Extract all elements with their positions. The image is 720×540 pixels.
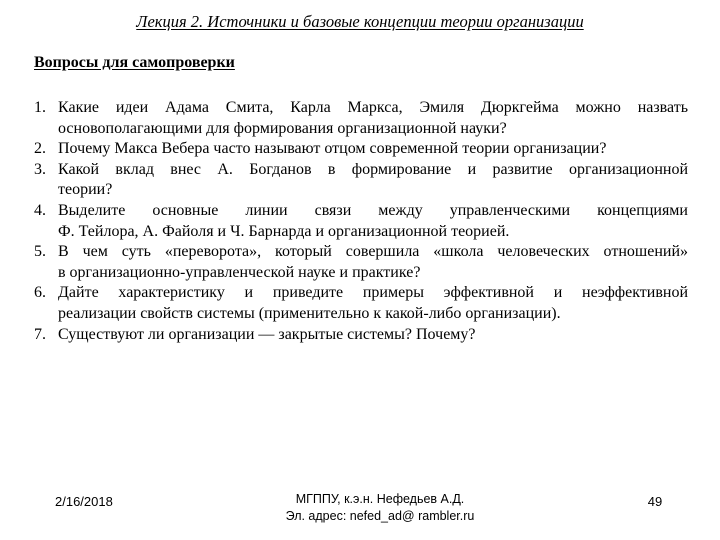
question-number: 3. (34, 160, 46, 178)
question-line: в организационно-управленческой науке и практике? (58, 263, 421, 281)
question-line: Выделите основные линии связи между управленческими концепциями (58, 201, 688, 219)
question-item (34, 160, 688, 201)
question-text (58, 160, 688, 201)
question-text (58, 201, 688, 242)
question-line: Какой вклад внес А. Богданов в формирование и развитие организационной (58, 160, 688, 178)
question-line: Существуют ли организации — закрытые системы? Почему? (58, 325, 476, 343)
question-item (34, 201, 688, 242)
question-number: 2. (34, 140, 46, 158)
lecture-title: Лекция 2. Источники и базовые концепции теории организации (136, 12, 584, 31)
question-line: Какие идеи Адама Смита, Карла Маркса, Эмиля Дюркгейма можно назвать (58, 99, 688, 116)
section-heading: Вопросы для самопроверки (34, 54, 235, 71)
question-number: 1. (34, 99, 46, 116)
footer-email: Эл. адрес: nefed_ad@ rambler.ru (285, 509, 475, 523)
question-number: 7. (34, 325, 46, 343)
question-line: теории? (58, 181, 113, 199)
question-line: В чем суть «переворота», который совершила «школа человеческих отношений» (58, 243, 688, 261)
question-item (34, 139, 688, 160)
question-line: Ф. Тейлора, А. Файоля и Ч. Барнарда и организационной теорией. (58, 222, 510, 240)
question-item (34, 242, 688, 283)
question-text (58, 283, 688, 324)
question-number: 6. (34, 284, 46, 302)
question-line: реализации свойств системы (применительно к какой-либо организации). (58, 304, 561, 322)
question-text (58, 325, 688, 346)
question-line: основополагающими для формирования организационной науки? (58, 119, 507, 137)
question-text (58, 98, 688, 139)
question-line: Почему Макса Вебера часто называют отцом современной теории организации? (58, 140, 607, 158)
question-number: 5. (34, 243, 46, 261)
question-item (34, 98, 688, 139)
page-number: 49 (647, 494, 663, 509)
footer-author-info (240, 491, 520, 525)
question-list (34, 98, 688, 345)
footer-author: МГППУ, к.э.н. Нефедьев А.Д. (295, 492, 465, 506)
question-line: Дайте характеристику и приведите примеры эффективной и неэффективной (58, 284, 688, 302)
question-text (58, 139, 688, 160)
question-number: 4. (34, 201, 46, 219)
footer-date: 2/16/2018 (55, 494, 113, 509)
question-item (34, 283, 688, 324)
question-text (58, 242, 688, 283)
question-item (34, 325, 688, 346)
